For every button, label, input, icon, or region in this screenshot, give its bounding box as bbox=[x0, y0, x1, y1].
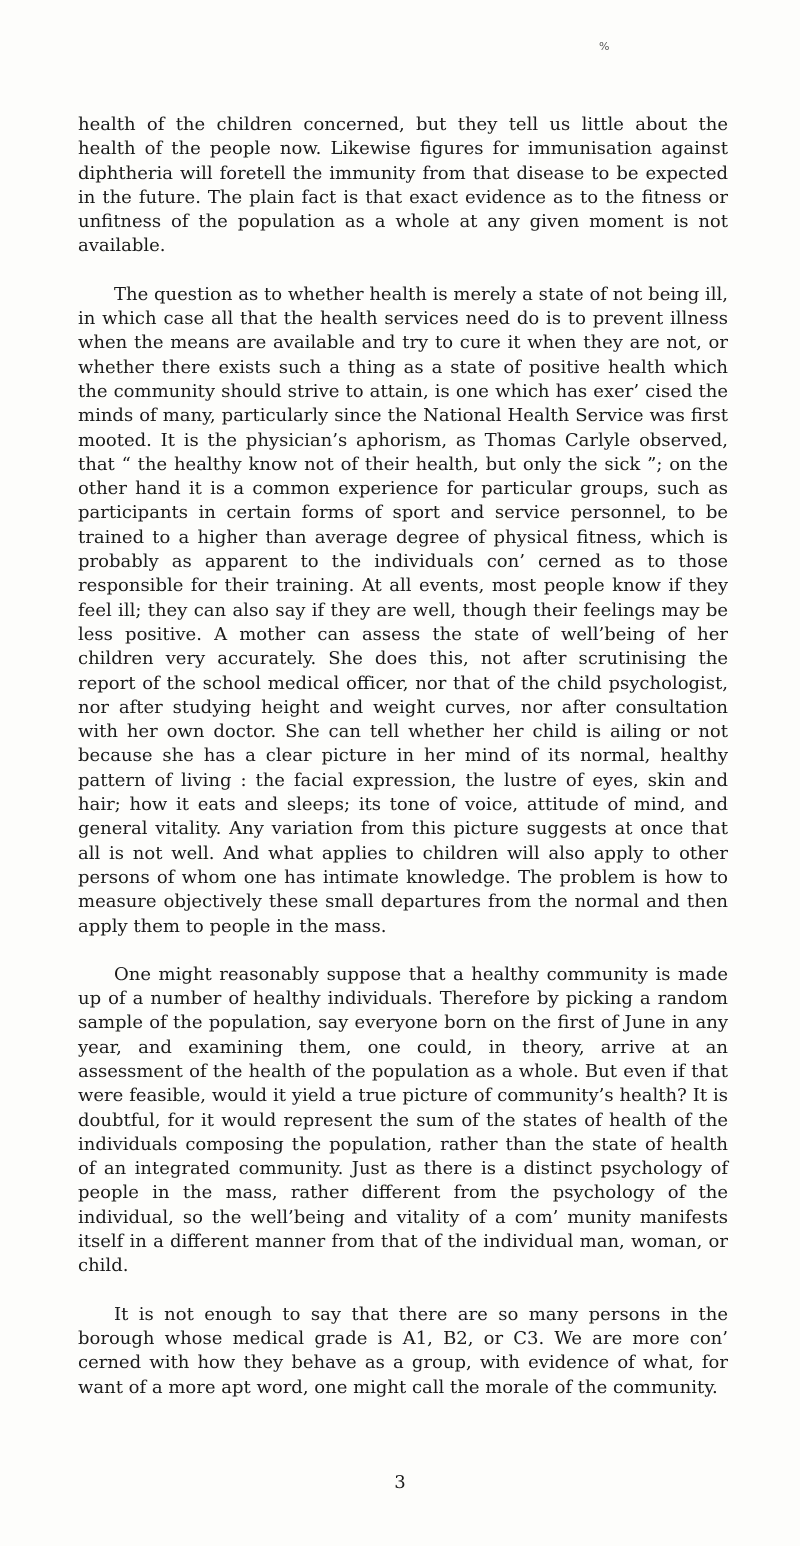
body-text bbox=[78, 113, 728, 1424]
page-number: 3 bbox=[394, 1472, 406, 1493]
paragraph-1: health of the children concerned, but they tell us little about the health of the people now. Likewise figures for immunisation against diphtheria will foretell the immunity from that disease to be expected in the future. The plain fact is that exact evidence as to the fitness or unfitness of the population as a whole at any given moment is not available. bbox=[78, 114, 728, 257]
paragraph-2: The question as to whether health is merely a state of not being ill, in which case all that the health services need do is to prevent illness when the means are available and try to cure it when they are not, or whether there exists such a thing as a state of positive health which the community should strive to attain, is one which has exer’ cised the minds of many, particularly since the National Health Service was first mooted. It is the physician’s aphorism, as Thomas Carlyle observed, that “ the healthy know not of their health, but only the sick ”; on the other hand it is a common experience for particular groups, such as participants in certain forms of sport and service personnel, to be trained to a higher than average degree of physical fitness, which is probably as apparent to the individuals con’ cerned as to those responsible for their training. At all events, most people know if they feel ill; they can also say if they are well, though their feelings may be less positive. A mother can assess the state of well’being of her children very accurately. She does this, not after scrutinising the report of the school medical officer, nor that of the child psychologist, nor after studying height and weight curves, nor after consultation with her own doctor. She can tell whether her child is ailing or not because she has a clear picture in her mind of its normal, healthy pattern of living : the facial expression, the lustre of eyes, skin and hair; how it eats and sleeps; its tone of voice, attitude of mind, and general vitality. Any variation from this picture suggests at once that all is not well. And what applies to children will also apply to other persons of whom one has intimate knowledge. The problem is how to measure objectively these small departures from the normal and then apply them to people in the mass. bbox=[78, 283, 728, 937]
paragraph-4: It is not enough to say that there are so many persons in the borough whose medical grade is A1, B2, or C3. We are more con’ cerned with how they behave as a group, with evidence of what, for want of a more apt word, one might call the morale of the community. bbox=[78, 1303, 728, 1398]
top-mark: % bbox=[599, 40, 610, 53]
paragraph-3: One might reasonably suppose that a healthy community is made up of a number of healthy individuals. Therefore by picking a random sample of the population, say everyone born on the first of June in any year, and examining them, one could, in theory, arrive at an assessment of the health of the population as a whole. But even if that were feasible, would it yield a true picture of community’s health? It is doubtful, for it would represent the sum of the states of health of the individuals composing the population, rather than the state of health of an integrated community. Just as there is a distinct psychology of people in the mass, rather different from the psychology of the individual, so the well’being and vitality of a com’ munity manifests itself in a different manner from that of the individual man, woman, or child. bbox=[78, 963, 728, 1277]
